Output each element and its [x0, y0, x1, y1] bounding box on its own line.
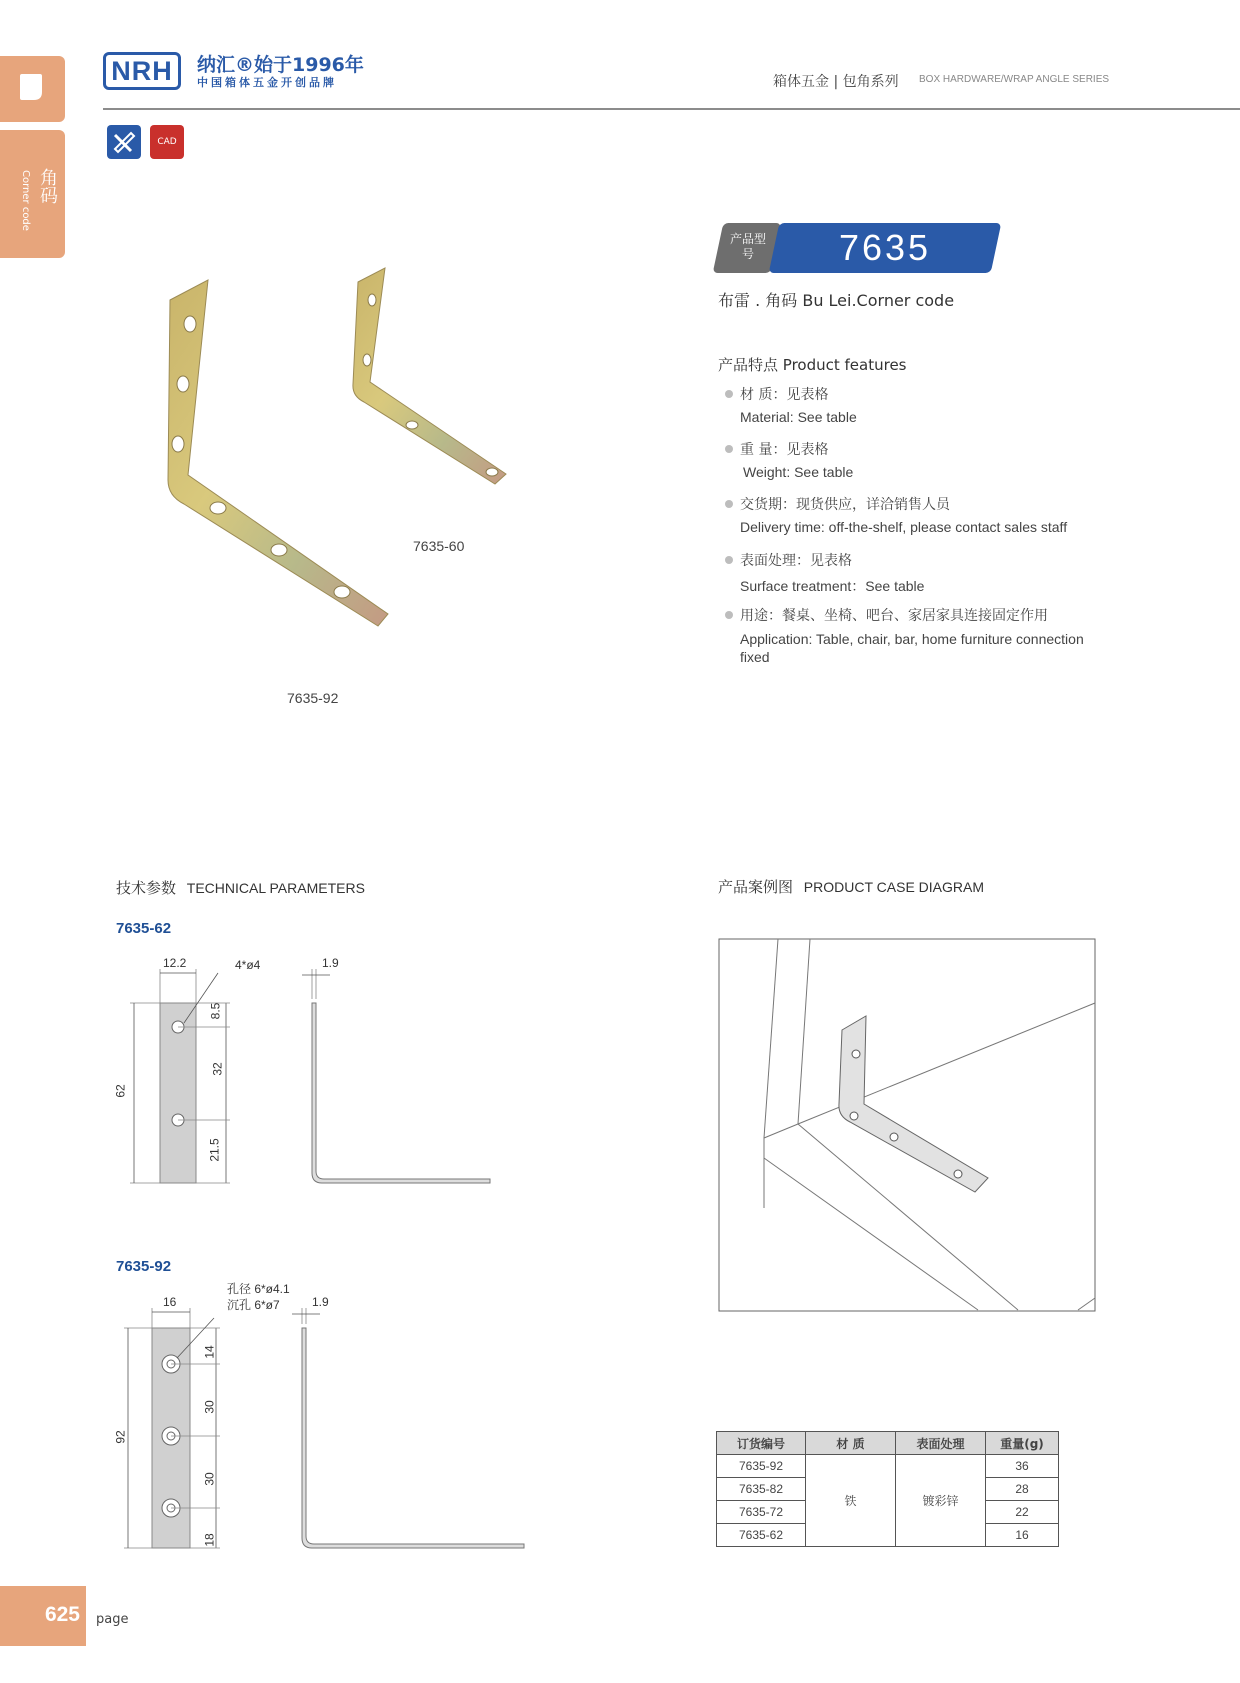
features-heading-cn: 产品特点 — [718, 356, 779, 374]
drawing1-dim-a: 8.5 — [208, 1002, 223, 1020]
drawing1-holes: 4*ø4 — [235, 958, 261, 972]
table-cell-weight: 28 — [986, 1478, 1059, 1501]
feature-cn: 重 量：见表格 — [740, 442, 829, 458]
drawing2-length: 92 — [113, 1430, 128, 1444]
table-cell-weight: 16 — [986, 1524, 1059, 1547]
drawing1-dim-b: 32 — [210, 1062, 225, 1076]
drawing2-dim-a: 14 — [202, 1345, 217, 1359]
feature-en: Weight: See table — [743, 464, 854, 480]
drawing1-length: 62 — [113, 1084, 128, 1098]
model-number: 7635 — [838, 227, 932, 268]
bullet-icon — [725, 390, 733, 398]
feature-en: Surface treatment：See table — [740, 578, 925, 594]
feature-cn: 材 质：见表格 — [740, 387, 829, 403]
case-heading-cn: 产品案例图 — [718, 878, 794, 896]
drawing2-hole-note2: 沉孔 6*ø7 — [227, 1298, 280, 1312]
sidebar-tab-doc[interactable] — [0, 56, 65, 122]
page-number: 625 — [44, 1603, 80, 1626]
model-badge-label: 产品型号 — [729, 232, 766, 261]
brand-logo: NRH — [111, 56, 173, 86]
sidebar-section-cn: 角码 — [37, 168, 58, 204]
bullet-icon — [725, 611, 733, 619]
features-heading-en: Product features — [782, 356, 907, 374]
drawing1-figure — [113, 955, 516, 1195]
drawing2-model: 7635-92 — [116, 1258, 172, 1275]
drawing1-model: 7635-62 — [116, 920, 172, 937]
table-cell-material: 铁 — [806, 1455, 896, 1547]
table-cell-weight: 22 — [986, 1501, 1059, 1524]
case-diagram — [718, 938, 1097, 1313]
drawing1-dim-c: 21.5 — [207, 1138, 222, 1162]
header-category-en: BOX HARDWARE/WRAP ANGLE SERIES — [919, 74, 1110, 85]
case-heading-en: PRODUCT CASE DIAGRAM — [803, 879, 985, 895]
table-cell-weight: 36 — [986, 1455, 1059, 1478]
drawing2-width: 16 — [163, 1295, 177, 1309]
table-cell-code: 7635-82 — [717, 1478, 806, 1501]
bullet-icon — [725, 445, 733, 453]
page-label: page — [96, 1612, 129, 1627]
feature-cn: 用途：餐桌、坐椅、吧台、家居家具连接固定作用 — [740, 608, 1048, 624]
photo-caption-large: 7635-92 — [287, 690, 339, 706]
technical-heading-cn: 技术参数 — [116, 879, 177, 897]
table-header-material: 材 质 — [806, 1432, 896, 1455]
drawing2-dim-d: 18 — [202, 1533, 217, 1547]
feature-cn: 交货期：现货供应，详洽销售人员 — [740, 497, 950, 513]
bullet-icon — [725, 556, 733, 564]
feature-cn: 表面处理：见表格 — [740, 553, 852, 569]
drawing1-thickness: 1.9 — [322, 956, 339, 970]
table-header-weight: 重量(g) — [986, 1432, 1059, 1455]
document-icon — [0, 56, 65, 122]
bullet-icon — [725, 500, 733, 508]
drawing2-figure — [113, 1292, 536, 1562]
feature-en: Material: See table — [740, 409, 857, 425]
drawing-tools-icon[interactable] — [107, 125, 141, 159]
feature-en: Delivery time: off-the-shelf, please contact sales staff — [740, 519, 1068, 535]
bracket-7635-92-photo — [168, 280, 388, 626]
header-category-cn: 箱体五金 | 包角系列 — [773, 74, 899, 90]
photo-caption-small: 7635-60 — [413, 538, 465, 554]
table-cell-code: 7635-62 — [717, 1524, 806, 1547]
table-header-surface: 表面处理 — [896, 1432, 986, 1455]
brand-slogan: 纳汇®始于1996年 — [197, 54, 364, 76]
case-heading — [718, 876, 984, 897]
spec-table — [716, 1431, 1059, 1547]
table-header-code: 订货编号 — [717, 1432, 806, 1455]
bracket-7635-60-photo — [353, 268, 506, 484]
table-cell-surface: 镀彩锌 — [896, 1455, 986, 1547]
features-heading — [718, 354, 907, 375]
ruler-pencil-icon — [107, 125, 141, 159]
sidebar-section-en: Corner code — [20, 170, 31, 231]
technical-heading-en: TECHNICAL PARAMETERS — [186, 880, 365, 896]
table-cell-code: 7635-92 — [717, 1455, 806, 1478]
table-row — [717, 1455, 1059, 1478]
cad-icon[interactable]: CAD — [150, 125, 184, 159]
drawing2-dim-c: 30 — [202, 1472, 217, 1486]
drawing2-thickness: 1.9 — [312, 1295, 329, 1309]
technical-heading — [116, 877, 365, 898]
drawing2-dim-b: 30 — [202, 1400, 217, 1414]
product-subtitle: 布雷 . 角码 Bu Lei.Corner code — [718, 291, 955, 310]
feature-en: Application: Table, chair, bar, home furniture connection fixed — [740, 631, 1084, 665]
table-cell-code: 7635-72 — [717, 1501, 806, 1524]
header-divider — [103, 108, 1240, 110]
product-photo — [150, 260, 570, 720]
drawing2-hole-note1: 孔径 6*ø4.1 — [227, 1282, 290, 1296]
drawing1-width: 12.2 — [163, 956, 187, 970]
brand-tagline: 中国箱体五金开创品牌 — [197, 76, 337, 89]
